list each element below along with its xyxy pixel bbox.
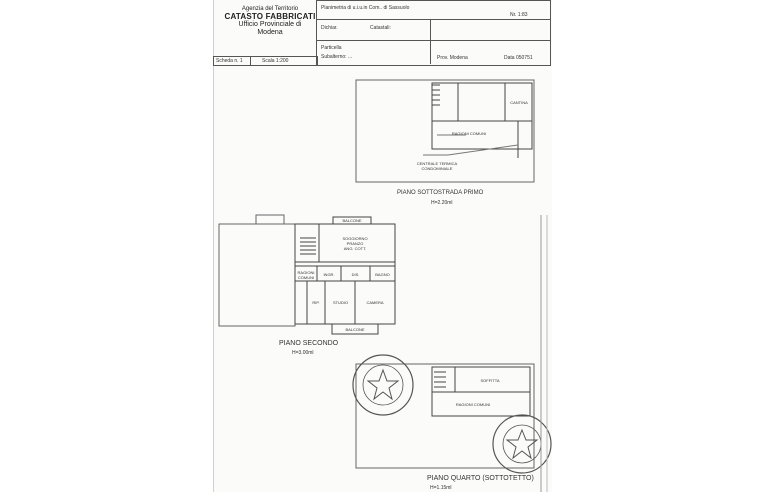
- room-ragioni-comuni: RAGIONI COMUNI: [297, 270, 315, 280]
- particella-label: Particella: [321, 45, 342, 51]
- floor-title-sottostrada: PIANO SOTTOSTRADA PRIMO: [397, 190, 484, 196]
- doc-number: Nr. 1:83: [510, 12, 528, 18]
- room-camera: CAMERA: [366, 300, 384, 305]
- agency-title: CATASTO FABBRICATI: [224, 12, 316, 21]
- room-ripostiglio: RIP.: [312, 300, 320, 305]
- room-ragioni-comuni: RAGIONI COMUNI: [455, 402, 491, 407]
- room-ragioni-comuni: RAGIONI COMUNI: [451, 131, 487, 136]
- agency-office: Ufficio Provinciale di: [238, 21, 302, 28]
- room-disimpegno: DIS.: [351, 272, 360, 277]
- floor-height-secondo: H=3.00ml: [292, 350, 314, 356]
- floor-height-quarto: H=1.15ml: [430, 485, 452, 491]
- room-cantina: CANTINA: [510, 100, 528, 105]
- room-ingresso: INGR.: [323, 272, 335, 277]
- data-code: Data 050751: [504, 55, 533, 61]
- floor-height-sottostrada: H=2.20ml: [431, 200, 453, 206]
- scheda-label: Scheda n. 1: [216, 58, 243, 64]
- room-soggiorno: SOGGIORNO PRANZO ANG. COTT.: [342, 236, 368, 251]
- subalterno-label: Subalterno: ...: [321, 54, 353, 60]
- agency-city: Modena: [257, 29, 283, 36]
- prov-label: Prov. Modena: [437, 55, 468, 61]
- room-balcone-bottom: BALCONE: [345, 327, 365, 332]
- room-studio: STUDIO: [332, 300, 349, 305]
- room-centrale-termica: CENTRALE TERMICA CONDOMINIALE: [416, 161, 458, 171]
- floor-title-quarto: PIANO QUARTO (SOTTOTETTO): [427, 475, 534, 482]
- stamp-seal: [353, 355, 551, 473]
- room-soffitta: SOFFITTA: [480, 378, 500, 383]
- planimetria-text: Planimetria di u.i.u.in Com.. di Sassuolo: [321, 5, 410, 11]
- room-balcone-top: BALCONE: [342, 218, 362, 223]
- agency-line: Agenzia del Territorio: [241, 6, 299, 12]
- floor-title-secondo: PIANO SECONDO: [279, 340, 339, 347]
- catastali-label: Catastali:: [370, 25, 391, 31]
- room-bagno: BAGNO: [375, 272, 390, 277]
- scala-label: Scala 1:200: [262, 58, 289, 64]
- dichiar-label: Dichiar.: [321, 25, 338, 31]
